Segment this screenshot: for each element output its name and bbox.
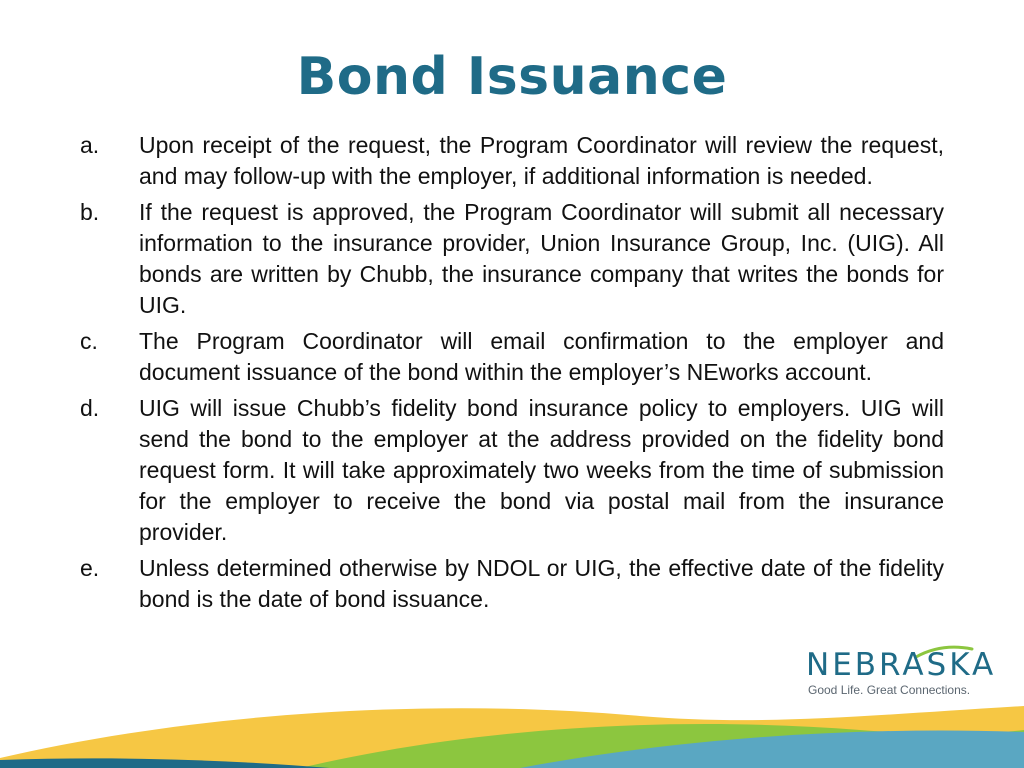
footer-waves (0, 686, 1024, 768)
logo-tagline: Good Life. Great Connections. (808, 683, 971, 697)
item-marker: c. (80, 328, 98, 354)
slide-title: Bond Issuance (296, 47, 728, 107)
list-item (76, 197, 944, 321)
item-text: UIG will issue Chubb’s fidelity bond insurance policy to employers. UIG will send the bond to the employer at the address provided on the fidelity bond request form. It will take approximately two weeks from the time of submission for the employer to receive the bond via postal mail from the insurance provider. (139, 395, 944, 545)
item-marker: e. (80, 555, 100, 581)
item-text: If the request is approved, the Program Coordinator will submit all necessary information to the insurance provider, Union Insurance Group, Inc. (UIG). All bonds are written by Chubb, the insurance company that writes the bonds for UIG. (139, 199, 944, 318)
item-list (76, 130, 944, 620)
item-marker: d. (80, 395, 100, 421)
list-item (76, 393, 944, 548)
list-item (76, 553, 944, 615)
list-item (76, 326, 944, 388)
logo-wordmark: NEBRASKA (806, 647, 997, 683)
item-text: Upon receipt of the request, the Program Coordinator will review the request, and may follow-up with the employer, if additional information is needed. (139, 132, 944, 189)
list-item (76, 130, 944, 192)
item-text: Unless determined otherwise by NDOL or UIG, the effective date of the fidelity bond is the date of bond issuance. (139, 555, 944, 612)
item-text: The Program Coordinator will email confirmation to the employer and document issuance of the bond within the employer’s NEworks account. (139, 328, 944, 385)
item-marker: a. (80, 132, 100, 158)
item-marker: b. (80, 199, 100, 225)
